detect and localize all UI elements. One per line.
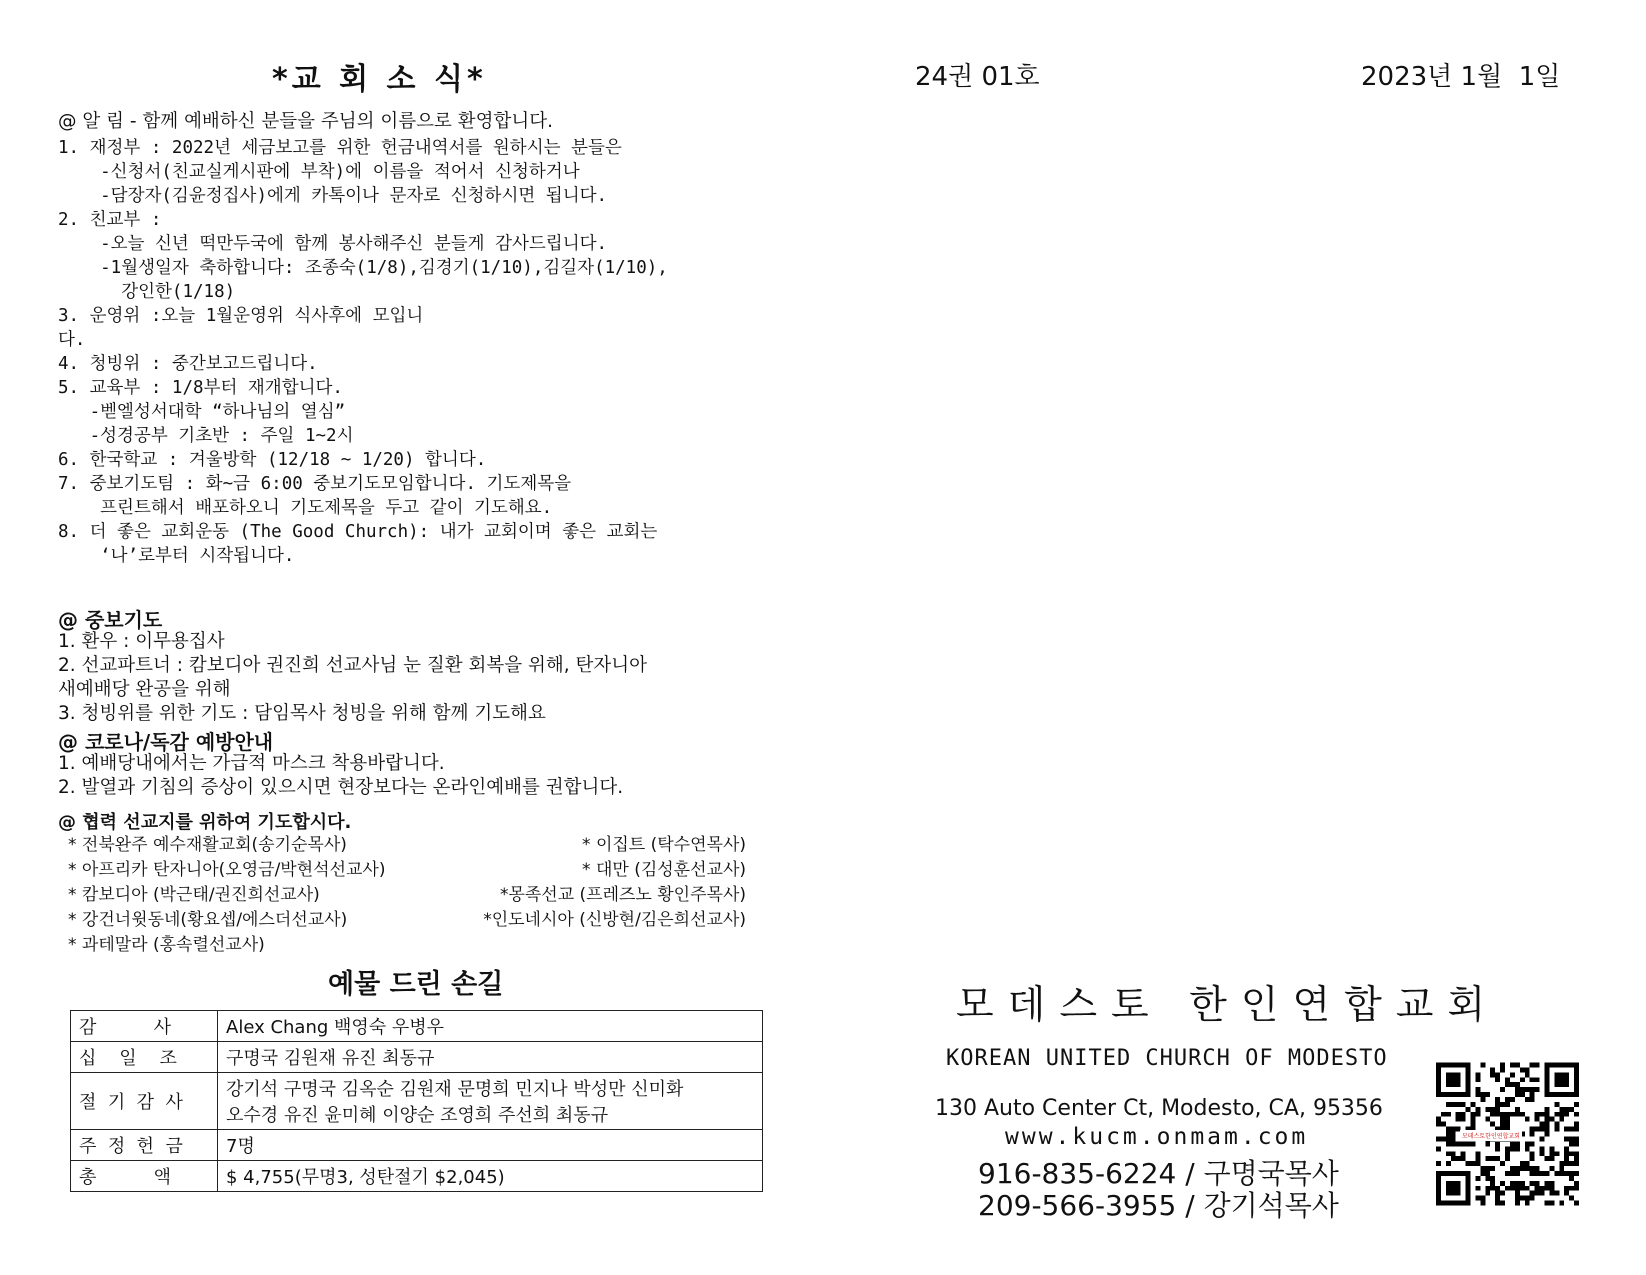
mission-item: * 과테말라 (홍속렬선교사) [68,935,265,955]
offerings-title: 예물 드린 손길 [328,969,504,1000]
intercession-heading: @ 중보기도 [58,608,163,632]
intercession-line: 3. 청빙위를 위한 기도 : 담임목사 청빙을 위해 함께 기도해요 [58,703,546,724]
notice-line: 프린트해서 배포하오니 기도제목을 두고 같이 기도해요. [58,498,553,518]
offering-names: 강기석 구명국 김옥순 김원재 문명희 민지나 박성만 신미화 오수경 유진 윤미혜 이양순 조영희 주선희 최동규 [218,1073,763,1130]
offering-names: $ 4,755(무명3, 성탄절기 $2,045) [218,1161,763,1192]
notice-line: 8. 더 좋은 교회운동 (The Good Church): 내가 교회이며 좋은 교회는 [58,522,658,542]
mission-item: * 아프리카 탄자니아(오영금/박현석선교사) [68,860,386,880]
issue-date: 2023년 1월 1일 [1361,62,1561,92]
notice-line: -1월생일자 축하합니다: 조종숙(1/8),김경기(1/10),김길자(1/10), [58,258,668,278]
church-address: 130 Auto Center Ct, Modesto, CA, 95356 [935,1096,1383,1121]
intercession-line: 새예배당 완공을 위해 [58,679,231,700]
phone-1: 916-835-6224 / 구명국목사 [978,1157,1339,1190]
table-row [71,1161,763,1192]
offering-category: 감 사 [71,1011,218,1042]
qr-label: 모데스토한인연합교회 [1460,1130,1522,1141]
offering-category: 십 일 조 [71,1042,218,1073]
church-website: www.kucm.onmam.com [1005,1124,1309,1150]
intercession-line: 2. 선교파트너 : 캄보디아 권진희 선교사님 눈 질환 회복을 위해, 탄자니아 [58,655,647,676]
notice-line: ‘나’로부터 시작됩니다. [58,546,295,566]
table-row [71,1011,763,1042]
qr-code [1436,1062,1579,1206]
notice-line: 6. 한국학교 : 겨울방학 (12/18 ~ 1/20) 합니다. [58,450,487,470]
mission-item: * 강건너윗동네(황요셉/에스더선교사) [68,910,348,930]
missions-heading: @ 협력 선교지를 위하여 기도합시다. [58,812,352,833]
covid-heading: @ 코로나/독감 예방안내 [58,730,274,754]
offering-category: 절 기 감 사 [71,1073,218,1130]
table-row [71,1073,763,1130]
notice-line: 3. 운영위 :오늘 1월운영위 식사후에 모입니 [58,306,424,326]
notice-line: 다. [58,330,86,350]
notice-line: 5. 교육부 : 1/8부터 재개합니다. [58,378,343,398]
mission-item: * 캄보디아 (박근태/권진희선교사) [68,885,320,905]
notices-list [58,136,668,568]
offering-names: Alex Chang 백영숙 우병우 [218,1011,763,1042]
notice-line: -벧엘성서대학 “하나님의 열심” [58,402,346,422]
missions-left-list [68,833,385,958]
offering-names: 구명국 김원재 유진 최동규 [218,1042,763,1073]
covid-line: 2. 발열과 기침의 증상이 있으시면 현장보다는 온라인예배를 권합니다. [58,777,624,798]
intercession-list [58,630,647,726]
notice-line: 2. 친교부 : [58,210,162,230]
mission-item: * 대만 (김성훈선교사) [582,860,746,880]
page-title: *교 회 소 식* [272,62,487,97]
mission-item: *몽족선교 (프레즈노 황인주목사) [499,885,746,905]
issue-number: 24권 01호 [915,62,1040,92]
phone-2: 209-566-3955 / 강기석목사 [978,1189,1339,1222]
mission-item: *인도네시아 (신방현/김은희선교사) [483,910,746,930]
notice-line: -성경공부 기초반 : 주일 1~2시 [58,426,354,446]
missions-right-list [456,833,746,933]
church-name-en: KOREAN UNITED CHURCH OF MODESTO [946,1046,1388,1071]
notice-line: -담장자(김윤정집사)에게 카톡이나 문자로 신청하시면 됩니다. [58,186,608,206]
covid-line: 1. 예배당내에서는 가급적 마스크 착용바랍니다. [58,753,445,774]
intercession-line: 1. 환우 : 이무용집사 [58,631,225,652]
offerings-table [70,1010,763,1192]
notice-line: 1. 재정부 : 2022년 세금보고를 위한 헌금내역서를 원하시는 분들은 [58,138,622,158]
covid-list [58,752,623,800]
notice-line: -오늘 신년 떡만두국에 함께 봉사해주신 분들게 감사드립니다. [58,234,608,254]
mission-item: * 이집트 (탁수연목사) [582,835,746,855]
offering-category: 주 정 헌 금 [71,1130,218,1161]
offering-names: 7명 [218,1130,763,1161]
table-row [71,1130,763,1161]
notice-line: 7. 중보기도팀 : 화~금 6:00 중보기도모임합니다. 기도제목을 [58,474,572,494]
notices-heading: @ 알 림 - 함께 예배하신 분들을 주님의 이름으로 환영합니다. [58,111,554,132]
offering-category: 총 액 [71,1161,218,1192]
notice-line: 강인한(1/18) [58,282,236,302]
church-name: 모데스토 한인연합교회 [956,983,1500,1028]
notice-line: -신청서(친교실게시판에 부착)에 이름을 적어서 신청하거나 [58,162,580,182]
notice-line: 4. 청빙위 : 중간보고드립니다. [58,354,318,374]
mission-item: * 전북완주 예수재활교회(송기순목사) [68,835,347,855]
table-row [71,1042,763,1073]
